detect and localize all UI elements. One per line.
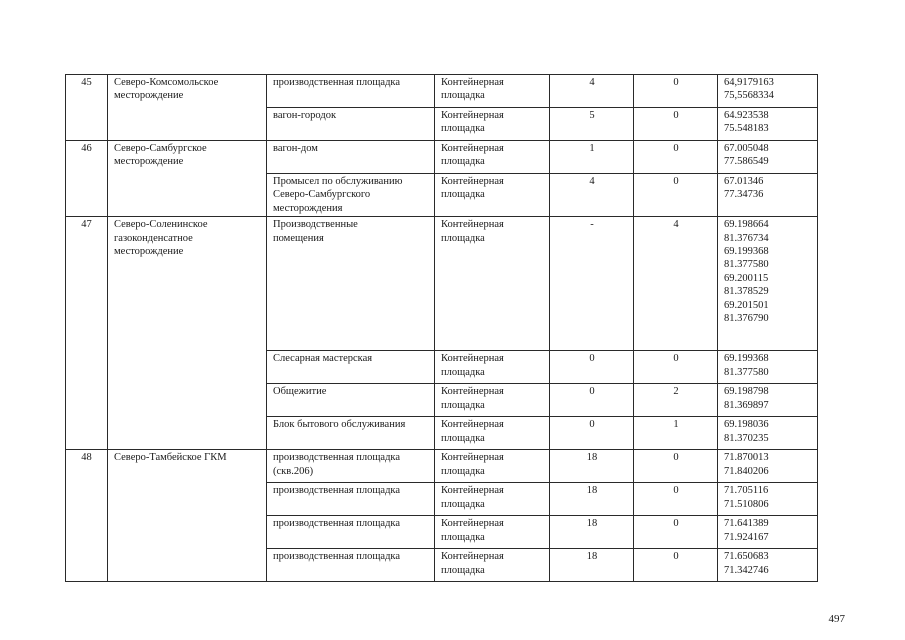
- container-type-cell: [435, 217, 550, 351]
- object-cell-line: производственная площадка: [273, 485, 401, 497]
- object-cell-line: Промысел по обслуживанию: [273, 176, 403, 187]
- object-cell-line: месторождения: [273, 202, 343, 214]
- coordinates-cell: [718, 450, 818, 483]
- container-type-cell: [435, 174, 550, 217]
- object-cell-line: Общежитие: [273, 386, 327, 398]
- container-type-cell-line: площадка: [441, 432, 485, 444]
- coordinates-cell-line: 64,9179163: [724, 77, 774, 88]
- container-type-cell-line: площадка: [441, 156, 485, 168]
- object-cell: [267, 483, 435, 516]
- coordinates-cell-line: 81.369897: [724, 399, 769, 411]
- field-name-cell-line: газоконденсатное: [114, 232, 193, 244]
- field-name-cell-line: месторождение: [114, 156, 184, 168]
- container-type-cell-line: Контейнерная: [441, 551, 504, 563]
- coordinates-cell-line: 81.376734: [724, 232, 769, 244]
- container-type-cell: [435, 483, 550, 516]
- coordinates-cell-line: 71.510806: [724, 498, 769, 510]
- row-number-cell: 47: [66, 217, 108, 450]
- coordinates-cell-line: 71.650683: [724, 551, 769, 563]
- field-name-cell-line: Северо-Тамбейское ГКМ: [114, 452, 227, 464]
- object-cell-line: Блок бытового обслуживания: [273, 419, 406, 431]
- coordinates-cell-line: 64.923538: [724, 110, 769, 121]
- count-b-cell: 4: [634, 217, 718, 351]
- container-type-cell: [435, 417, 550, 450]
- container-type-cell: [435, 549, 550, 582]
- count-a-cell: 18: [550, 549, 634, 582]
- container-type-cell-line: Контейнерная: [441, 176, 504, 187]
- field-name-cell: [108, 450, 267, 582]
- count-a-cell: 0: [550, 384, 634, 417]
- coordinates-cell-line: 71.870013: [724, 452, 769, 464]
- object-cell-line: производственная площадка: [273, 551, 401, 563]
- field-name-cell-line: месторождение: [114, 90, 184, 102]
- page-number: 497: [828, 613, 845, 625]
- count-a-cell: 0: [550, 351, 634, 384]
- container-type-cell-line: площадка: [441, 564, 485, 576]
- object-cell-line: помещения: [273, 232, 324, 244]
- row-number-cell: 46: [66, 141, 108, 217]
- coordinates-cell-line: 81.370235: [724, 432, 769, 444]
- container-type-cell-line: Контейнерная: [441, 452, 504, 464]
- coordinates-cell-line: 81.378529: [724, 286, 769, 298]
- count-b-cell: 0: [634, 483, 718, 516]
- coordinates-cell-line: 69.198664: [724, 219, 769, 231]
- coordinates-cell: [718, 516, 818, 549]
- coordinates-cell-line: 81.376790: [724, 313, 769, 325]
- table-row: [66, 217, 818, 351]
- coordinates-cell: [718, 141, 818, 174]
- container-type-cell-line: площадка: [441, 366, 485, 378]
- container-type-cell-line: Контейнерная: [441, 386, 504, 398]
- object-cell-line: производственная площадка: [273, 452, 401, 464]
- table-row: [66, 450, 818, 483]
- count-b-cell: 0: [634, 450, 718, 483]
- container-type-cell-line: площадка: [441, 399, 485, 411]
- coordinates-cell-line: 71.705116: [724, 485, 769, 497]
- coordinates-cell-line: 69.198036: [724, 419, 769, 431]
- coordinates-cell-line: 71.840206: [724, 465, 769, 477]
- container-type-cell-line: Контейнерная: [441, 143, 504, 154]
- coordinates-cell-line: 69.200115: [724, 272, 769, 284]
- coordinates-cell: [718, 174, 818, 217]
- object-cell-line: производственная площадка: [273, 518, 401, 530]
- count-a-cell: 4: [550, 174, 634, 217]
- container-type-cell-line: площадка: [441, 189, 485, 201]
- object-cell-line: вагон-дом: [273, 143, 318, 154]
- container-type-cell: [435, 351, 550, 384]
- coordinates-cell-line: 67.01346: [724, 176, 764, 187]
- count-b-cell: 1: [634, 417, 718, 450]
- container-type-cell-line: Контейнерная: [441, 77, 504, 88]
- row-number-cell: 48: [66, 450, 108, 582]
- field-name-cell: [108, 75, 267, 141]
- field-name-cell-line: Северо-Комсомольское: [114, 77, 219, 88]
- object-cell: [267, 141, 435, 174]
- object-cell-line: (скв.206): [273, 465, 314, 477]
- coordinates-cell-line: 69.198798: [724, 386, 769, 398]
- coordinates-cell: [718, 417, 818, 450]
- container-type-cell-line: Контейнерная: [441, 110, 504, 121]
- coordinates-cell: [718, 108, 818, 141]
- container-type-cell: [435, 75, 550, 108]
- count-a-cell: 1: [550, 141, 634, 174]
- object-cell: [267, 549, 435, 582]
- container-type-cell-line: площадка: [441, 232, 485, 244]
- container-type-cell-line: площадка: [441, 90, 485, 102]
- count-a-cell: 18: [550, 450, 634, 483]
- object-cell: [267, 108, 435, 141]
- coordinates-cell: [718, 351, 818, 384]
- coordinates-cell: [718, 483, 818, 516]
- facility-table: [65, 74, 818, 582]
- coordinates-cell-line: 69.201501: [724, 299, 769, 311]
- container-type-cell-line: Контейнерная: [441, 353, 504, 365]
- container-type-cell-line: площадка: [441, 123, 485, 135]
- object-cell-line: вагон-городок: [273, 110, 337, 121]
- coordinates-cell: [718, 217, 818, 351]
- coordinates-cell-line: 69.199368: [724, 246, 769, 258]
- count-a-cell: -: [550, 217, 634, 351]
- count-b-cell: 0: [634, 108, 718, 141]
- coordinates-cell-line: 77.586549: [724, 156, 769, 168]
- object-cell: [267, 217, 435, 351]
- object-cell-line: Производственные: [273, 219, 358, 231]
- container-type-cell-line: Контейнерная: [441, 419, 504, 431]
- count-b-cell: 0: [634, 141, 718, 174]
- coordinates-cell-line: 71.924167: [724, 531, 769, 543]
- coordinates-cell-line: 71.641389: [724, 518, 769, 530]
- count-a-cell: 18: [550, 483, 634, 516]
- container-type-cell: [435, 108, 550, 141]
- coordinates-cell-line: 75,5568334: [724, 90, 774, 102]
- container-type-cell: [435, 141, 550, 174]
- container-type-cell-line: площадка: [441, 531, 485, 543]
- coordinates-cell-line: 81.377580: [724, 366, 769, 378]
- container-type-cell-line: площадка: [441, 498, 485, 510]
- coordinates-cell-line: 69.199368: [724, 353, 769, 365]
- container-type-cell: [435, 516, 550, 549]
- object-cell-line: Слесарная мастерская: [273, 353, 373, 365]
- count-a-cell: 5: [550, 108, 634, 141]
- coordinates-cell-line: 67.005048: [724, 143, 769, 154]
- container-type-cell-line: Контейнерная: [441, 485, 504, 497]
- count-b-cell: 0: [634, 174, 718, 217]
- object-cell: [267, 450, 435, 483]
- object-cell: [267, 351, 435, 384]
- container-type-cell-line: Контейнерная: [441, 219, 504, 231]
- object-cell: [267, 384, 435, 417]
- coordinates-cell-line: 77.34736: [724, 189, 764, 201]
- field-name-cell: [108, 141, 267, 217]
- count-a-cell: 18: [550, 516, 634, 549]
- field-name-cell-line: месторождение: [114, 246, 184, 258]
- field-name-cell: [108, 217, 267, 450]
- count-b-cell: 2: [634, 384, 718, 417]
- coordinates-cell-line: 71.342746: [724, 564, 769, 576]
- object-cell: [267, 417, 435, 450]
- count-a-cell: 0: [550, 417, 634, 450]
- row-number-cell: 45: [66, 75, 108, 141]
- count-a-cell: 4: [550, 75, 634, 108]
- container-type-cell: [435, 450, 550, 483]
- count-b-cell: 0: [634, 351, 718, 384]
- field-name-cell-line: Северо-Соленинское: [114, 219, 208, 231]
- object-cell-line: производственная площадка: [273, 77, 401, 88]
- object-cell: [267, 75, 435, 108]
- table-row: [66, 141, 818, 174]
- container-type-cell-line: Контейнерная: [441, 518, 504, 530]
- object-cell-line: Северо-Самбургского: [273, 189, 371, 201]
- container-type-cell: [435, 384, 550, 417]
- coordinates-cell: [718, 75, 818, 108]
- count-b-cell: 0: [634, 516, 718, 549]
- field-name-cell-line: Северо-Самбургское: [114, 143, 207, 154]
- coordinates-cell: [718, 549, 818, 582]
- object-cell: [267, 516, 435, 549]
- count-b-cell: 0: [634, 549, 718, 582]
- table-row: [66, 75, 818, 108]
- container-type-cell-line: площадка: [441, 465, 485, 477]
- coordinates-cell-line: 75.548183: [724, 123, 769, 135]
- coordinates-cell-line: 81.377580: [724, 259, 769, 271]
- coordinates-cell: [718, 384, 818, 417]
- object-cell: [267, 174, 435, 217]
- count-b-cell: 0: [634, 75, 718, 108]
